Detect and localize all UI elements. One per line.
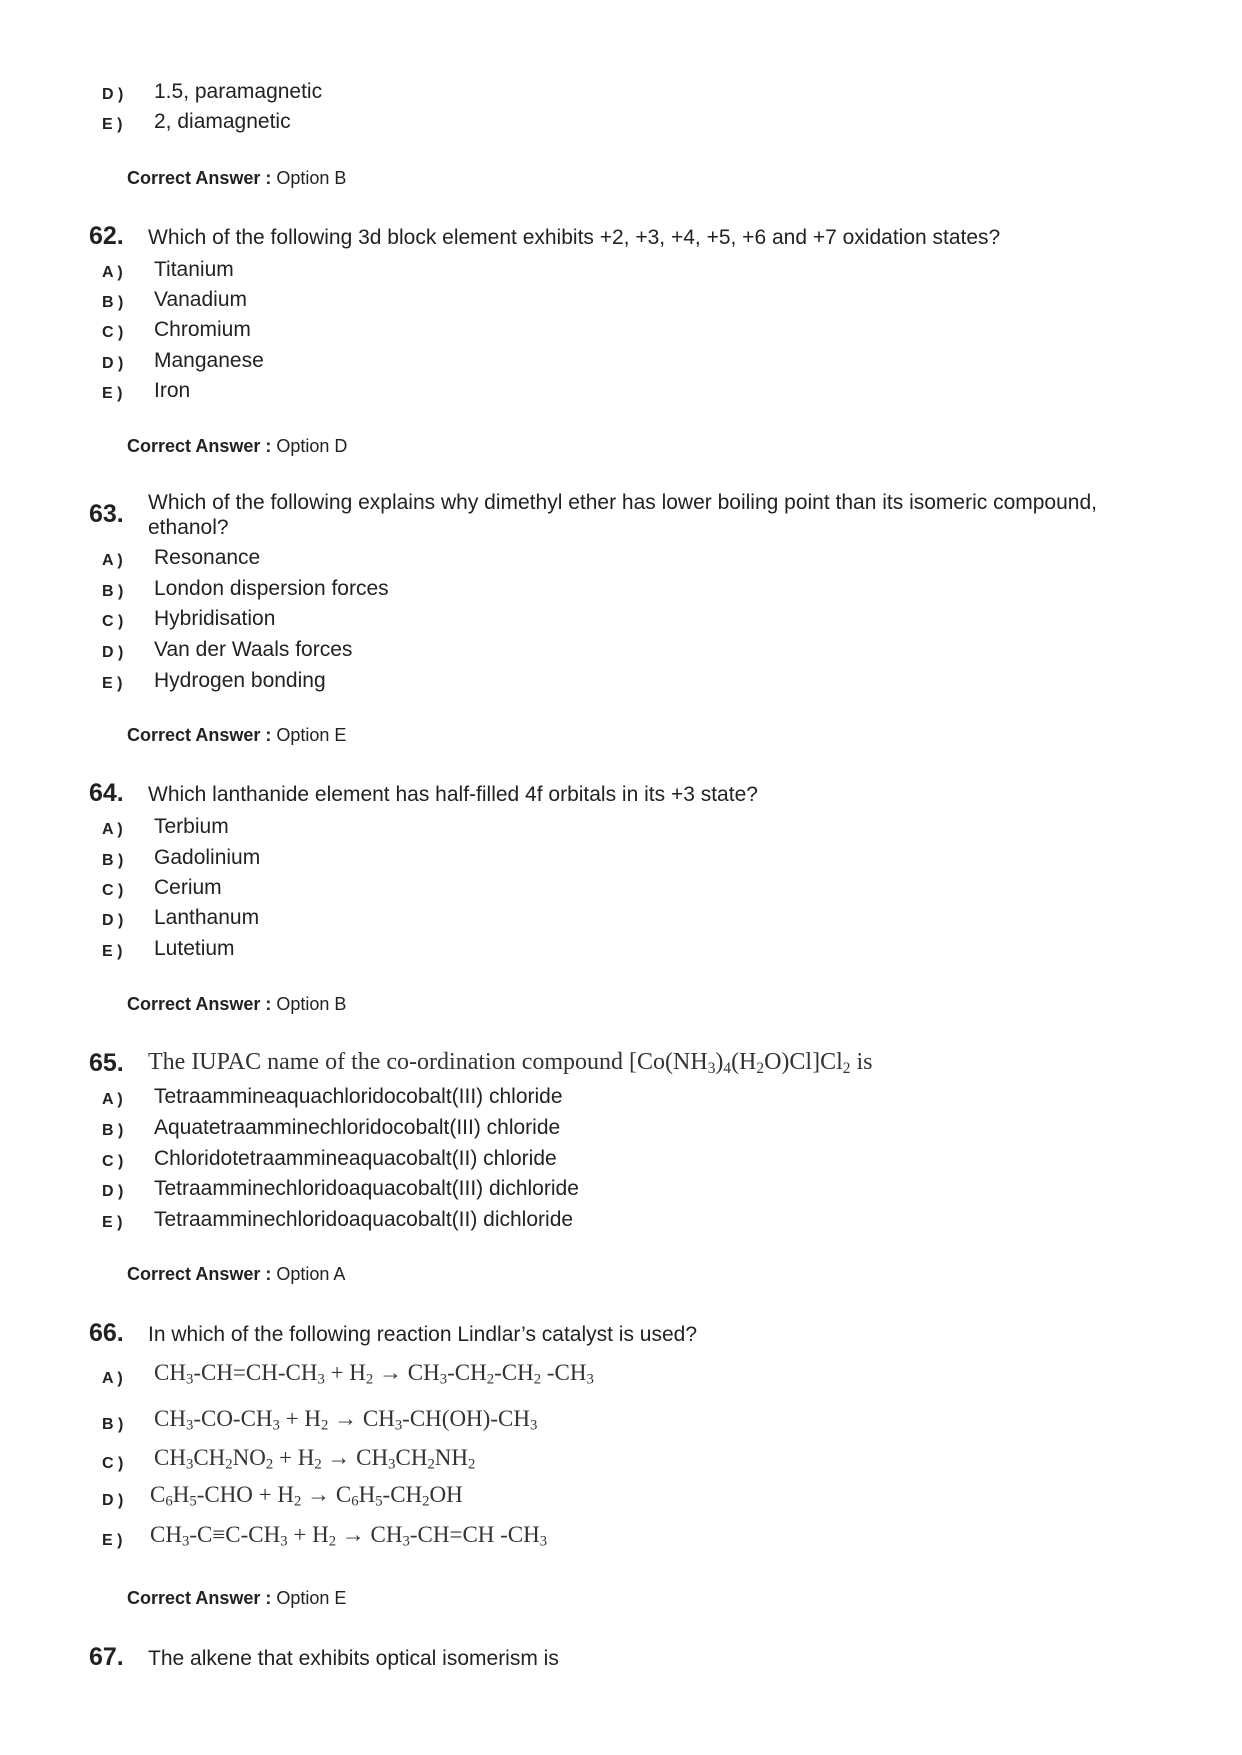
option-text: $CH_3CH_2NO_2 + H_2 \to CH_3CH_2NH_2$ (154, 1445, 476, 1473)
q65-number: 65. (89, 1049, 124, 1077)
correct-answer-label: Correct Answer : (127, 994, 272, 1014)
option-letter: A ) (102, 264, 123, 281)
q64-question: Which lanthanide element has half-filled 4f orbitals in its +3 state? (148, 783, 758, 806)
q63-correct-answer (127, 725, 346, 746)
q66-number: 66. (89, 1319, 124, 1347)
q62-question: Which of the following 3d block element exhibits +2, +3, +4, +5, +6 and +7 oxidation states? (148, 226, 1001, 249)
correct-answer-label: Correct Answer : (127, 168, 272, 188)
q67-question: The alkene that exhibits optical isomerism is (148, 1647, 559, 1670)
option-letter: E ) (102, 675, 123, 692)
option-text: Chloridotetraammineaquacobalt(II) chloride (154, 1147, 557, 1170)
correct-answer-label: Correct Answer : (127, 436, 272, 456)
option-text: Lutetium (154, 937, 235, 960)
q67-number: 67. (89, 1643, 124, 1671)
q64-number: 64. (89, 779, 124, 807)
correct-answer-value: Option D (276, 436, 348, 456)
option-letter: C ) (102, 1153, 124, 1170)
option-letter: E ) (102, 116, 123, 133)
option-letter: C ) (102, 613, 124, 630)
option-text: London dispersion forces (154, 577, 389, 600)
q63-number: 63. (89, 500, 124, 528)
correct-answer-value: Option E (276, 725, 347, 745)
option-letter: D ) (102, 644, 124, 661)
option-letter: D ) (102, 912, 124, 929)
correct-answer-label: Correct Answer : (127, 725, 272, 745)
option-letter: E ) (102, 1214, 123, 1231)
option-text: Cerium (154, 876, 222, 899)
option-letter: B ) (102, 852, 124, 869)
option-text: $CH_3-CO-CH_3 + H_2 \to CH_3-CH(OH)-CH_3$ (154, 1406, 538, 1434)
option-letter: B ) (102, 1416, 124, 1433)
option-letter: D ) (102, 1492, 124, 1509)
option-letter: E ) (102, 1532, 123, 1549)
option-text: Tetraamminechloridoaquacobalt(II) dichloride (154, 1208, 574, 1231)
q66-correct-answer (127, 1588, 346, 1609)
q66-question: In which of the following reaction Lindlar’s catalyst is used? (148, 1323, 698, 1346)
option-text: Tetraammineaquachloridocobalt(III) chloride (154, 1085, 563, 1108)
correct-answer-value: Option E (276, 1588, 347, 1608)
option-letter: E ) (102, 943, 123, 960)
option-text: Resonance (154, 546, 261, 569)
option-letter: C ) (102, 882, 124, 899)
q62-number: 62. (89, 222, 124, 250)
option-letter: B ) (102, 294, 124, 311)
option-text: 2, diamagnetic (154, 110, 291, 133)
q63-question: Which of the following explains why dimethyl ether has lower boiling point than its isomeric compound, ethanol? (148, 491, 1097, 539)
q62-correct-answer (127, 436, 347, 457)
option-letter: D ) (102, 86, 124, 103)
option-letter: A ) (102, 1091, 123, 1108)
option-letter: B ) (102, 1122, 124, 1139)
q65-correct-answer (127, 1264, 345, 1285)
option-text: Manganese (154, 349, 264, 372)
correct-answer-value: Option B (276, 168, 347, 188)
option-text: Terbium (154, 815, 229, 838)
option-text: Iron (154, 379, 191, 402)
option-letter: C ) (102, 324, 124, 341)
correct-answer-label: Correct Answer : (127, 1264, 272, 1284)
option-text: Titanium (154, 258, 234, 281)
option-text: 1.5, paramagnetic (154, 80, 323, 103)
q64-correct-answer (127, 994, 346, 1015)
option-letter: B ) (102, 583, 124, 600)
correct-answer-value: Option B (276, 994, 347, 1014)
option-text: Van der Waals forces (154, 638, 353, 661)
option-text: $CH_3-C\equiv C-CH_3 + H_2 \to CH_3-CH=CH$ $-CH_3$ (150, 1522, 548, 1550)
option-text: $CH_3-CH=CH-CH_3 + H_2 \to CH_3-CH_2-CH_2$ $-CH_3$ (154, 1360, 594, 1388)
option-text: Tetraamminechloridoaquacobalt(III) dichloride (154, 1177, 579, 1200)
option-text: Aquatetraamminechloridocobalt(III) chloride (154, 1116, 561, 1139)
correct-answer-value: Option A (276, 1264, 346, 1284)
option-text: Hydrogen bonding (154, 669, 326, 692)
option-letter: C ) (102, 1455, 124, 1472)
option-text: Gadolinium (154, 846, 261, 869)
option-letter: A ) (102, 1370, 123, 1387)
correct-answer-label: Correct Answer : (127, 1588, 272, 1608)
option-letter: D ) (102, 1183, 124, 1200)
option-text: Vanadium (154, 288, 248, 311)
option-text: Hybridisation (154, 607, 276, 630)
option-letter: A ) (102, 821, 123, 838)
option-letter: E ) (102, 385, 123, 402)
option-text: Lanthanum (154, 906, 260, 929)
option-text: Chromium (154, 318, 251, 341)
option-text: $C_6H_5$-CHO + $H_2 \to C_6H_5-CH_2OH$ (150, 1482, 463, 1510)
option-letter: A ) (102, 552, 123, 569)
option-letter: D ) (102, 355, 124, 372)
q65-question: The IUPAC name of the co-ordination compound $[Co(NH_3)_4(H_2O)Cl]Cl_2$ is (148, 1049, 873, 1077)
q61-correct-answer (127, 168, 346, 189)
